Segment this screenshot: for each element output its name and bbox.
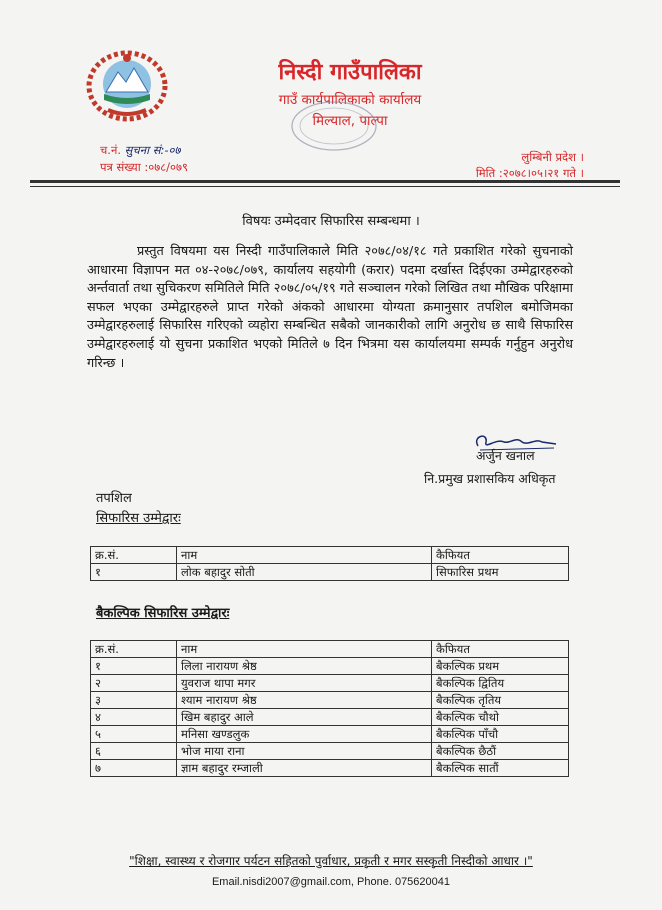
recommended-heading: सिफारिस उम्मेद्वारः [96, 511, 181, 526]
cell-name: ज्ञाम बहादुर रम्जाली [177, 760, 432, 777]
cell-remark: बैकल्पिक छैठौं [432, 743, 569, 760]
table-row [91, 709, 569, 726]
nepal-emblem-icon [84, 44, 170, 122]
cell-sn: ३ [91, 692, 177, 709]
column-header-sn: क्र.सं. [91, 641, 177, 658]
table-row [91, 675, 569, 692]
footer-contact: Email.nisdi2007@gmail.com, Phone. 075620041 [211, 876, 451, 888]
cell-sn: १ [91, 658, 177, 675]
cell-sn: ७ [91, 760, 177, 777]
body-paragraph: प्रस्तुत विषयमा यस निस्दी गाउँपालिकाले मिति २०७८/०४/१८ गते प्रकाशित गरेको सुचनाको आधारमा विज्ञापन मत ०४-२०७८/०७९, कार्यालय सहयोगी (करार) पदमा दर्खास्त दिईएका उम्मेद्वारहरुको अर्न्तवार्ता तथा सुचिकरण समितिले मिति २०७८/०५/१९ गते सञ्चालन गरेको लिखित तथा मौखिक परिक्षामा सफल भएका उम्मेद्वारहरुले प्राप्त गरेको अंकको आधारमा योग्यता क्रमानुसार तपशिल बमोजिमका उम्मेद्वारहरुलाई सिफारिस गरिएको व्यहोरा सम्बन्धित सबैको जानकारीको लागि अनुरोध छ साथै सिफारिस उम्मेद्वारहरुलाई यो सुचना प्रकाशित भएको मितिले ७ दिन भित्रमा यस कार्यालयमा सम्पर्क गर्नुहुन अनुरोध गरिन्छ । [87, 244, 573, 371]
cell-remark: बैकल्पिक तृतिय [432, 692, 569, 709]
cell-sn: १ [91, 564, 177, 581]
column-header-remark: कैफियत [432, 641, 569, 658]
footer-motto [0, 852, 662, 869]
cell-name: मनिसा खण्डलुक [177, 726, 432, 743]
letter-number: पत्र संख्या :०७८/०७९ [100, 160, 188, 174]
reference-number [100, 143, 181, 158]
cell-name: भोज माया राना [177, 743, 432, 760]
column-header-remark: कैफियत [432, 547, 569, 564]
cell-sn: ५ [91, 726, 177, 743]
table-header-row [91, 641, 569, 658]
office-address: मिल्याल, पाल्पा [312, 113, 388, 129]
cell-name: खिम बहादुर आले [177, 709, 432, 726]
header-divider [30, 180, 620, 183]
cell-remark: बैकल्पिक द्वितिय [432, 675, 569, 692]
tapashil-label: तपशिल [96, 491, 132, 506]
cell-name: लोक बहादुर सोती [177, 564, 432, 581]
table-row [91, 743, 569, 760]
cell-name: युवराज थापा मगर [177, 675, 432, 692]
recommended-table [90, 546, 569, 581]
table-row [91, 658, 569, 675]
table-row [91, 564, 569, 581]
signatory-name: अर्जुन खनाल [476, 448, 535, 463]
cell-name: श्याम नारायण श्रेष्ठ [177, 692, 432, 709]
table-row [91, 692, 569, 709]
reference-label: च.नं. [100, 143, 121, 157]
alternate-table [90, 640, 569, 777]
cell-name: लिला नारायण श्रेष्ठ [177, 658, 432, 675]
cell-sn: २ [91, 675, 177, 692]
cell-remark: बैकल्पिक चौथो [432, 709, 569, 726]
footer-motto-text: "शिक्षा, स्वास्थ्य र रोजगार पर्यटन सहितको पुर्वाधार, प्रकृती र मगर सस्कृती निस्दीको आधार ।" [129, 854, 533, 868]
office-stamp-icon [288, 98, 380, 154]
cell-remark: बैकल्पिक प्रथम [432, 658, 569, 675]
header-divider-thin [30, 186, 620, 187]
column-header-name: नाम [177, 547, 432, 564]
cell-remark: बैकल्पिक पाँचौ [432, 726, 569, 743]
table-row [91, 760, 569, 777]
cell-remark: बैकल्पिक सातौं [432, 760, 569, 777]
cell-sn: ४ [91, 709, 177, 726]
subject-line: विषयः उम्मेदवार सिफारिस सम्बन्धमा । [242, 214, 420, 229]
cell-sn: ६ [91, 743, 177, 760]
table-row [91, 726, 569, 743]
province: लुम्बिनी प्रदेश । [521, 150, 584, 164]
letter-date: मिति :२०७८।०५।२१ गते । [475, 166, 584, 180]
cell-remark: सिफारिस प्रथम [432, 564, 569, 581]
signatory-title: नि.प्रमुख प्रशासकिय अधिकृत [424, 471, 556, 486]
column-header-sn: क्र.सं. [91, 547, 177, 564]
table-header-row [91, 547, 569, 564]
organization-name: निस्दी गाउँपालिका [278, 60, 422, 85]
alternate-heading: बैकल्पिक सिफारिस उम्मेद्वारः [96, 606, 230, 621]
column-header-name: नाम [177, 641, 432, 658]
office-name: गाउँ कार्यपालिकाको कार्यालय [278, 92, 422, 108]
reference-value: सुचना सं:-०७ [124, 143, 181, 157]
